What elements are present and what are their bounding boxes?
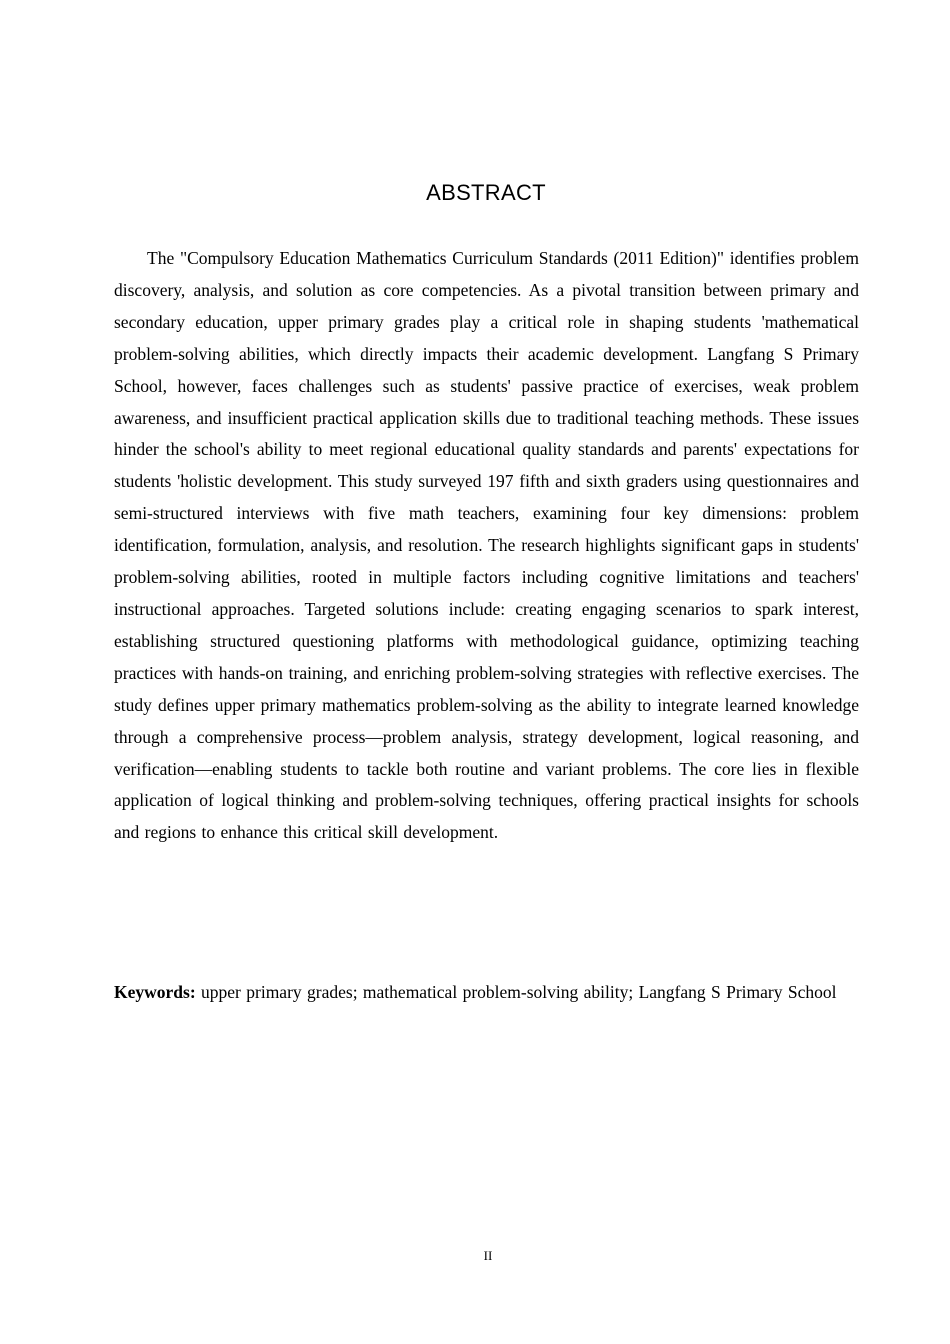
keywords-label: Keywords: bbox=[114, 982, 196, 1002]
keywords-list: upper primary grades; mathematical problem-solving ability; Langfang S Primary School bbox=[201, 982, 837, 1002]
abstract-body: The "Compulsory Education Mathematics Curriculum Standards (2011 Edition)" identifies problem discovery, analysis, and solution as core competencies. As a pivotal transition between primary and secondary education, upper primary grades play a critical role in shaping students 'mathematical problem-solving abilities, which directly impacts their academic development. Langfang S Primary School, however, faces challenges such as students' passive practice of exercises, weak problem awareness, and insufficient practical application skills due to traditional teaching methods. These issues hinder the school's ability to meet regional educational quality standards and parents' expectations for students 'holistic development. This study surveyed 197 fifth and sixth graders using questionnaires and semi-structured interviews with five math teachers, examining four key dimensions: problem identification, formulation, analysis, and resolution. The research highlights significant gaps in students' problem-solving abilities, rooted in multiple factors including cognitive limitations and teachers' instructional approaches. Targeted solutions include: creating engaging scenarios to spark interest, establishing structured questioning platforms with methodological guidance, optimizing teaching practices with hands-on training, and enriching problem-solving strategies with reflective exercises. The study defines upper primary mathematics problem-solving as the ability to integrate learned knowledge through a comprehensive process—problem analysis, strategy development, logical reasoning, and verification—enabling students to tackle both routine and variant problems. The core lies in flexible application of logical thinking and problem-solving techniques, offering practical insights for schools and regions to enhance this critical skill development. bbox=[114, 248, 859, 843]
abstract-title: ABSTRACT bbox=[426, 180, 546, 205]
keywords-paragraph bbox=[114, 977, 859, 1009]
page-number: II bbox=[483, 1248, 493, 1263]
